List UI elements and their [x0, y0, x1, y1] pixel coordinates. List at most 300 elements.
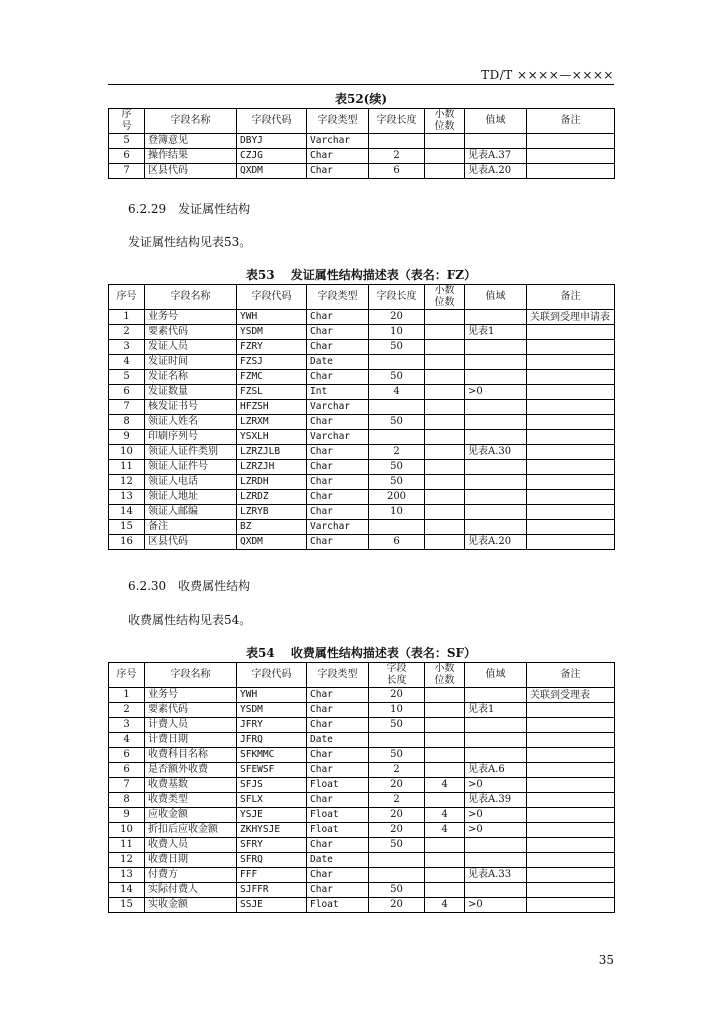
- table-row: [109, 868, 615, 883]
- table-cell: 10: [109, 823, 145, 838]
- table-cell: 2: [369, 793, 425, 808]
- table-row: [109, 718, 615, 733]
- table-cell: 13: [109, 868, 145, 883]
- table-cell: [425, 763, 465, 778]
- section-6-2-29-paragraph: 发证属性结构见表53。: [128, 235, 252, 249]
- table-cell: 16: [109, 535, 145, 550]
- table-cell: 2: [369, 149, 425, 164]
- table-cell: Float: [307, 808, 369, 823]
- table-cell: 2: [369, 445, 425, 460]
- table-cell: 4: [425, 778, 465, 793]
- table-cell: [465, 400, 527, 415]
- table-cell: 收费日期: [145, 853, 237, 868]
- table-cell: 8: [109, 793, 145, 808]
- table-cell: [527, 460, 615, 475]
- table-cell: [527, 134, 615, 149]
- table-cell: [425, 733, 465, 748]
- table-cell: 关联到受理表: [527, 688, 615, 703]
- table-cell: [425, 718, 465, 733]
- section-6-2-30-paragraph: 收费属性结构见表54。: [128, 613, 252, 627]
- table-cell: 10: [369, 325, 425, 340]
- table-cell: 见表1: [465, 703, 527, 718]
- table-cell: Char: [307, 718, 369, 733]
- table-cell: 11: [109, 460, 145, 475]
- table-cell: 6: [109, 149, 145, 164]
- table-cell: Varchar: [307, 400, 369, 415]
- table-cell: [527, 340, 615, 355]
- table-cell: 收费人员: [145, 838, 237, 853]
- table-cell: [425, 430, 465, 445]
- table-cell: 50: [369, 460, 425, 475]
- table-cell: [425, 385, 465, 400]
- table-cell: Date: [307, 853, 369, 868]
- table-cell: [425, 505, 465, 520]
- table-cell: [465, 505, 527, 520]
- table-cell: 领证人地址: [145, 490, 237, 505]
- table-cell: [527, 733, 615, 748]
- table-cell: [425, 520, 465, 535]
- table-cell: 发证时间: [145, 355, 237, 370]
- table-cell: Float: [307, 898, 369, 913]
- table-cell: 10: [369, 505, 425, 520]
- table-cell: Char: [307, 310, 369, 325]
- table-cell: 发证数量: [145, 385, 237, 400]
- table-cell: [527, 703, 615, 718]
- column-header: 字段类型: [307, 109, 369, 134]
- table-cell: QXDM: [237, 164, 307, 179]
- table-cell: FFF: [237, 868, 307, 883]
- table-row: [109, 793, 615, 808]
- table-cell: [425, 149, 465, 164]
- table-cell: YSXLH: [237, 430, 307, 445]
- table-cell: 20: [369, 688, 425, 703]
- table-cell: 15: [109, 898, 145, 913]
- table-row: [109, 340, 615, 355]
- table-cell: [369, 733, 425, 748]
- table-cell: 业务号: [145, 310, 237, 325]
- table-cell: 收费科目名称: [145, 748, 237, 763]
- table-cell: 4: [425, 898, 465, 913]
- column-header: 序 号: [109, 109, 145, 134]
- table-header-row: [109, 663, 615, 688]
- table-cell: [527, 505, 615, 520]
- table-cell: 2: [109, 703, 145, 718]
- table-cell: 20: [369, 823, 425, 838]
- table-cell: 领证人邮编: [145, 505, 237, 520]
- table-cell: [369, 134, 425, 149]
- table-cell: 操作结果: [145, 149, 237, 164]
- table-cell: BZ: [237, 520, 307, 535]
- table-cell: FZMC: [237, 370, 307, 385]
- table-cell: 印刷序列号: [145, 430, 237, 445]
- table-cell: 领证人电话: [145, 475, 237, 490]
- table-cell: [527, 385, 615, 400]
- table-cell: 6: [109, 763, 145, 778]
- table-cell: SFEWSF: [237, 763, 307, 778]
- table-cell: [465, 370, 527, 385]
- table-cell: 实际付费人: [145, 883, 237, 898]
- column-header: 备注: [527, 285, 615, 310]
- table-52: [108, 108, 615, 179]
- table-cell: 6: [109, 748, 145, 763]
- table-cell: [425, 340, 465, 355]
- table-cell: 4: [425, 808, 465, 823]
- table-cell: SFLX: [237, 793, 307, 808]
- column-header: 小数 位数: [425, 109, 465, 134]
- table-cell: Char: [307, 149, 369, 164]
- table-cell: 5: [109, 370, 145, 385]
- table-cell: 20: [369, 898, 425, 913]
- table-cell: Varchar: [307, 520, 369, 535]
- table-cell: 7: [109, 164, 145, 179]
- table-cell: 20: [369, 310, 425, 325]
- table-cell: [465, 490, 527, 505]
- table-cell: [425, 868, 465, 883]
- table-cell: [369, 520, 425, 535]
- column-header: 字段长度: [369, 285, 425, 310]
- table-53: [108, 284, 615, 550]
- header-rule: [108, 84, 614, 85]
- table-cell: 实收金额: [145, 898, 237, 913]
- table-cell: 收费基数: [145, 778, 237, 793]
- table-row: [109, 505, 615, 520]
- column-header: 字段名称: [145, 285, 237, 310]
- table-cell: 50: [369, 838, 425, 853]
- table-cell: Char: [307, 688, 369, 703]
- table-cell: [425, 460, 465, 475]
- table-cell: [465, 520, 527, 535]
- table-cell: [527, 325, 615, 340]
- table-cell: [425, 400, 465, 415]
- table-cell: [425, 535, 465, 550]
- table-cell: [425, 703, 465, 718]
- table-cell: [465, 883, 527, 898]
- table-cell: [425, 134, 465, 149]
- table-cell: Char: [307, 325, 369, 340]
- table-cell: 领证人证件号: [145, 460, 237, 475]
- table-cell: 50: [369, 718, 425, 733]
- table-cell: Char: [307, 748, 369, 763]
- section-6-2-30-heading: 6.2.30 收费属性结构: [128, 579, 251, 593]
- column-header: 值域: [465, 285, 527, 310]
- table-cell: YSDM: [237, 325, 307, 340]
- table-row: [109, 400, 615, 415]
- column-header: 值域: [465, 109, 527, 134]
- table-53-title: 表53 发证属性结构描述表（表名：FZ）: [245, 268, 477, 282]
- table-cell: [465, 134, 527, 149]
- table-cell: 2: [369, 763, 425, 778]
- table-cell: [465, 310, 527, 325]
- table-cell: 14: [109, 883, 145, 898]
- table-cell: YSDM: [237, 703, 307, 718]
- table-cell: HFZSH: [237, 400, 307, 415]
- table-cell: 业务号: [145, 688, 237, 703]
- table-row: [109, 778, 615, 793]
- table-row: [109, 430, 615, 445]
- table-cell: Char: [307, 340, 369, 355]
- table-cell: YWH: [237, 310, 307, 325]
- table-cell: [527, 763, 615, 778]
- table-cell: 4: [109, 733, 145, 748]
- table-cell: 13: [109, 490, 145, 505]
- column-header: 序号: [109, 663, 145, 688]
- table-cell: FZSL: [237, 385, 307, 400]
- table-cell: YWH: [237, 688, 307, 703]
- table-cell: SSJE: [237, 898, 307, 913]
- table-cell: YSJE: [237, 808, 307, 823]
- column-header: 字段代码: [237, 663, 307, 688]
- table-cell: [465, 430, 527, 445]
- table-cell: [527, 415, 615, 430]
- table-cell: [527, 883, 615, 898]
- table-cell: [425, 475, 465, 490]
- table-cell: [369, 355, 425, 370]
- table-cell: 是否额外收费: [145, 763, 237, 778]
- table-header-row: [109, 285, 615, 310]
- table-cell: >0: [465, 778, 527, 793]
- table-cell: QXDM: [237, 535, 307, 550]
- column-header: 值域: [465, 663, 527, 688]
- table-cell: [527, 355, 615, 370]
- table-cell: 4: [425, 823, 465, 838]
- table-cell: [527, 898, 615, 913]
- table-cell: 发证名称: [145, 370, 237, 385]
- table-row: [109, 490, 615, 505]
- table-cell: Char: [307, 505, 369, 520]
- column-header: 序号: [109, 285, 145, 310]
- table-cell: Char: [307, 460, 369, 475]
- page-number: 35: [598, 953, 614, 967]
- table-cell: CZJG: [237, 149, 307, 164]
- table-row: [109, 310, 615, 325]
- table-cell: JFRY: [237, 718, 307, 733]
- column-header: 字段类型: [307, 663, 369, 688]
- table-cell: 见表A.6: [465, 763, 527, 778]
- table-cell: [425, 355, 465, 370]
- table-cell: Date: [307, 733, 369, 748]
- table-cell: 14: [109, 505, 145, 520]
- table-cell: 付费方: [145, 868, 237, 883]
- table-cell: Float: [307, 823, 369, 838]
- table-row: [109, 355, 615, 370]
- table-cell: 见表A.20: [465, 164, 527, 179]
- table-cell: 见表A.20: [465, 535, 527, 550]
- table-cell: 6: [109, 385, 145, 400]
- table-cell: >0: [465, 898, 527, 913]
- table-cell: Char: [307, 868, 369, 883]
- table-cell: [527, 808, 615, 823]
- column-header: 字段 长度: [369, 663, 425, 688]
- table-cell: [425, 164, 465, 179]
- table-cell: 应收金额: [145, 808, 237, 823]
- table-cell: SJFFR: [237, 883, 307, 898]
- column-header: 字段类型: [307, 285, 369, 310]
- table-cell: Char: [307, 703, 369, 718]
- table-cell: 计费日期: [145, 733, 237, 748]
- table-cell: Float: [307, 778, 369, 793]
- table-cell: 5: [109, 134, 145, 149]
- table-cell: Char: [307, 164, 369, 179]
- table-row: [109, 370, 615, 385]
- table-cell: 备注: [145, 520, 237, 535]
- table-cell: [425, 793, 465, 808]
- table-row: [109, 325, 615, 340]
- table-cell: 200: [369, 490, 425, 505]
- table-cell: SFKMMC: [237, 748, 307, 763]
- table-cell: [465, 733, 527, 748]
- table-row: [109, 838, 615, 853]
- table-cell: [527, 164, 615, 179]
- table-row: [109, 164, 615, 179]
- table-cell: 要素代码: [145, 325, 237, 340]
- table-cell: 9: [109, 430, 145, 445]
- table-cell: >0: [465, 823, 527, 838]
- table-cell: Char: [307, 883, 369, 898]
- table-row: [109, 385, 615, 400]
- table-cell: 7: [109, 778, 145, 793]
- table-cell: [527, 535, 615, 550]
- table-cell: LZRZJLB: [237, 445, 307, 460]
- table-cell: [527, 793, 615, 808]
- table-row: [109, 535, 615, 550]
- table-row: [109, 853, 615, 868]
- table-cell: JFRQ: [237, 733, 307, 748]
- table-cell: [425, 688, 465, 703]
- table-cell: DBYJ: [237, 134, 307, 149]
- table-cell: [527, 748, 615, 763]
- table-row: [109, 748, 615, 763]
- table-cell: [527, 445, 615, 460]
- table-cell: 折扣后应收金额: [145, 823, 237, 838]
- table-cell: 区县代码: [145, 535, 237, 550]
- table-row: [109, 134, 615, 149]
- table-cell: [527, 868, 615, 883]
- table-cell: >0: [465, 385, 527, 400]
- table-cell: FZRY: [237, 340, 307, 355]
- table-cell: [425, 748, 465, 763]
- table-cell: [425, 445, 465, 460]
- table-cell: [425, 370, 465, 385]
- table-cell: 见表1: [465, 325, 527, 340]
- table-cell: 计费人员: [145, 718, 237, 733]
- table-cell: >0: [465, 808, 527, 823]
- table-52-title: 表52(续): [334, 92, 388, 106]
- table-row: [109, 445, 615, 460]
- table-cell: 3: [109, 718, 145, 733]
- column-header: 备注: [527, 109, 615, 134]
- table-cell: [425, 490, 465, 505]
- table-cell: 核发证书号: [145, 400, 237, 415]
- table-cell: [369, 430, 425, 445]
- table-cell: [527, 520, 615, 535]
- table-cell: 8: [109, 415, 145, 430]
- table-cell: Char: [307, 445, 369, 460]
- table-cell: 领证人证件类别: [145, 445, 237, 460]
- table-cell: Char: [307, 793, 369, 808]
- table-cell: 9: [109, 808, 145, 823]
- column-header: 字段长度: [369, 109, 425, 134]
- table-cell: [425, 325, 465, 340]
- table-cell: [425, 883, 465, 898]
- table-cell: [465, 475, 527, 490]
- table-cell: 领证人姓名: [145, 415, 237, 430]
- table-cell: [527, 853, 615, 868]
- table-cell: [465, 415, 527, 430]
- table-cell: SFRQ: [237, 853, 307, 868]
- table-cell: 1: [109, 688, 145, 703]
- table-cell: 区县代码: [145, 164, 237, 179]
- table-header-row: [109, 109, 615, 134]
- table-cell: Date: [307, 355, 369, 370]
- table-cell: LZRXM: [237, 415, 307, 430]
- table-cell: 4: [369, 385, 425, 400]
- table-cell: 7: [109, 400, 145, 415]
- table-cell: [527, 475, 615, 490]
- table-cell: [465, 838, 527, 853]
- table-cell: Char: [307, 415, 369, 430]
- table-cell: [465, 748, 527, 763]
- table-cell: Char: [307, 763, 369, 778]
- table-row: [109, 898, 615, 913]
- table-cell: 50: [369, 748, 425, 763]
- table-cell: [425, 310, 465, 325]
- table-cell: SFRY: [237, 838, 307, 853]
- table-cell: 登簿意见: [145, 134, 237, 149]
- table-cell: 见表A.30: [465, 445, 527, 460]
- table-cell: 50: [369, 370, 425, 385]
- table-cell: Char: [307, 535, 369, 550]
- table-cell: 发证人员: [145, 340, 237, 355]
- table-row: [109, 883, 615, 898]
- table-row: [109, 475, 615, 490]
- table-cell: 20: [369, 808, 425, 823]
- column-header: 小数 位数: [425, 285, 465, 310]
- table-cell: LZRYB: [237, 505, 307, 520]
- column-header: 字段名称: [145, 109, 237, 134]
- table-cell: 见表A.37: [465, 149, 527, 164]
- table-cell: [465, 718, 527, 733]
- table-cell: 50: [369, 415, 425, 430]
- table-row: [109, 688, 615, 703]
- column-header: 字段代码: [237, 109, 307, 134]
- table-row: [109, 415, 615, 430]
- table-cell: 3: [109, 340, 145, 355]
- table-cell: [465, 460, 527, 475]
- table-cell: 10: [369, 703, 425, 718]
- table-cell: 11: [109, 838, 145, 853]
- table-cell: [425, 838, 465, 853]
- column-header: 小数 位数: [425, 663, 465, 688]
- table-54-title: 表54 收费属性结构描述表（表名：SF）: [245, 646, 477, 660]
- table-cell: [425, 853, 465, 868]
- table-cell: 见表A.39: [465, 793, 527, 808]
- column-header: 字段代码: [237, 285, 307, 310]
- table-cell: [369, 868, 425, 883]
- column-header: 备注: [527, 663, 615, 688]
- table-cell: 6: [369, 535, 425, 550]
- table-cell: [527, 149, 615, 164]
- table-cell: Char: [307, 490, 369, 505]
- table-cell: [527, 778, 615, 793]
- table-row: [109, 808, 615, 823]
- table-cell: 1: [109, 310, 145, 325]
- table-row: [109, 460, 615, 475]
- table-cell: 12: [109, 475, 145, 490]
- table-cell: 收费类型: [145, 793, 237, 808]
- table-cell: [527, 400, 615, 415]
- document-code: TD/T ××××—××××: [481, 68, 614, 82]
- table-cell: 见表A.33: [465, 868, 527, 883]
